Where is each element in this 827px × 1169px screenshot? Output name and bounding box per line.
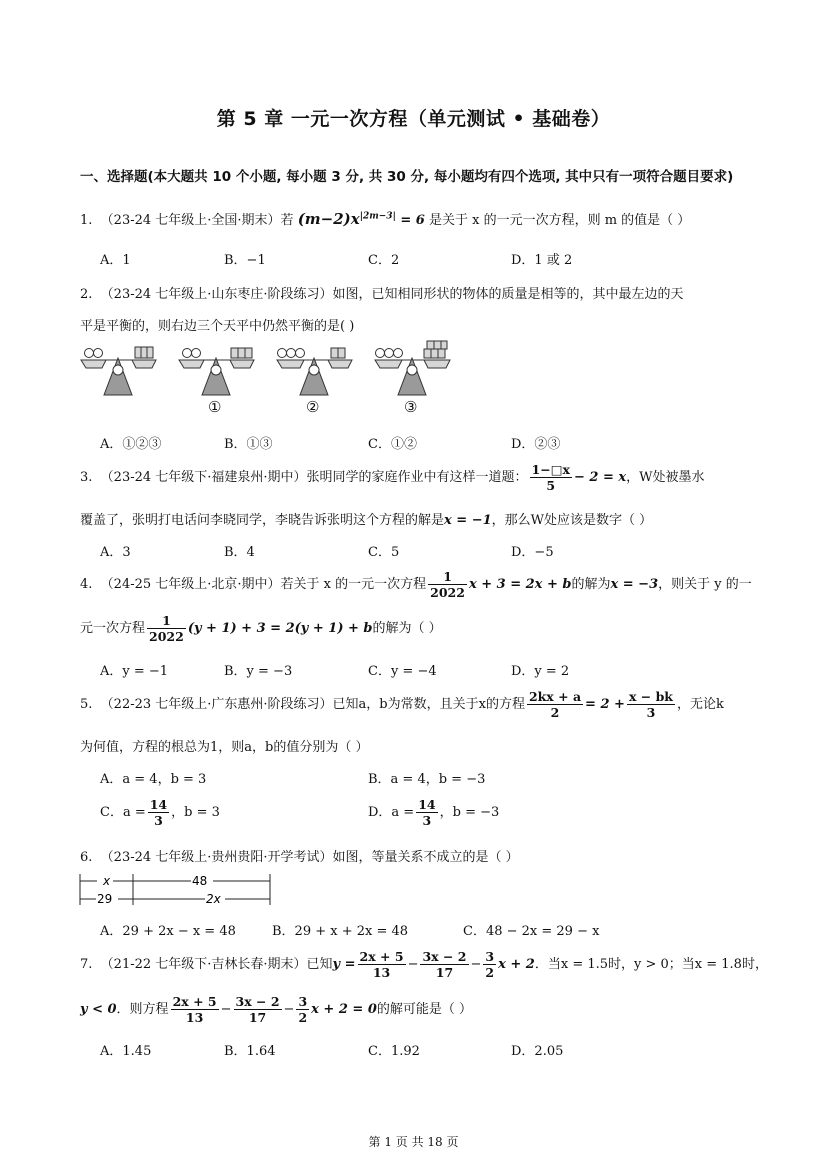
q4-option-d[interactable]: D．y = 2 [511,664,570,679]
q6-option-b[interactable]: B．29 + x + 2x = 48 [272,924,409,939]
q5-mid: = 2 + [585,697,625,712]
balance-scale-icon [277,348,352,395]
q7-fraction-6 [296,994,309,1025]
q7-f5-num: 3x − 2 [235,994,280,1009]
q7-f2-num: 3x − 2 [422,949,467,964]
q3-number: 3. [80,470,93,485]
q7-f3-den: 2 [485,965,495,980]
q2-label-1: ① [208,398,222,416]
q3-line2 [80,509,652,528]
q2-option-d[interactable]: D．②③ [511,437,561,452]
q4-expr-2: (y + 1) + 3 = 2(y + 1) + b [187,621,373,636]
q5-optc-post: ，b = 3 [171,805,220,820]
q1-option-c[interactable]: C．2 [368,253,400,268]
q7-tail: x + 2 [498,957,535,972]
page-title: 第 5 章 一元一次方程（单元测试 • 基础卷） [216,108,611,130]
q5-option-c[interactable] [100,796,220,830]
q4-expr: x + 3 = 2x + b [468,577,572,592]
q3-expr: − 2 = x [573,470,627,485]
q2-label-2: ② [306,398,320,416]
question-3 [80,461,705,495]
q1-option-a[interactable]: A．1 [100,253,131,268]
q4-source: （24-25 七年级上·北京·期中）若关于 x 的一元一次方程 [100,577,427,592]
q6-option-c[interactable]: C．48 − 2x = 29 − x [463,924,600,939]
q5-optc-den: 3 [154,813,163,828]
q3-solution: x = −1 [444,513,492,528]
q4-mid: 的解为 [571,577,611,592]
q1-text: 是关于 x 的一元一次方程，则 m 的值是（ ） [428,213,691,228]
q7-fraction-3 [483,949,496,980]
q2-option-a[interactable]: A．①②③ [100,437,162,452]
q3-line2-pre: 覆盖了，张明打电话问李晓同学，李晓告诉张明这个方程的解是 [80,513,445,528]
q7-f4-den: 13 [185,1010,204,1025]
q4-frac2-den: 2022 [149,629,184,644]
section-heading: 一、选择题(本大题共 10 个小题, 每小题 3 分, 共 30 分, 每小题均有四个选项, 其中只有一项符合题目要求) [80,169,734,185]
q5-optd-den: 3 [422,813,432,828]
q5-frac2-num: x − bk [628,689,673,704]
question-6 [80,846,519,865]
q7-line2: y < 0．则方程 $\frac{2x + 5}{13}$ − $\frac{3x - 2}{17}$ − $\frac{3}{2}$ x + 2 = 0的解可能是（ ） [80,994,473,1025]
q2-line1: （23-24 七年级上·山东枣庄·阶段练习）如图，已知相同形状的物体的质量是相等的，其中最左边的天 [100,287,684,302]
q7-source: （21-22 七年级下·吉林长春·期末）已知 [100,957,333,972]
q5-fraction-1 [527,689,583,720]
q2-label-3: ③ [404,398,418,416]
q4-line2-pre: 元一次方程 [80,621,146,636]
q2-line2: 平是平衡的，则右边三个天平中仍然平衡的是( ) [80,319,355,334]
q7-f2-den: 17 [435,965,454,980]
q7-number: 7. [80,957,93,972]
q2-option-c[interactable]: C．①② [368,437,417,452]
q4-line1-post: ，则关于 y 的一 [658,577,752,592]
q7-fraction-5 [234,994,282,1025]
q1-number: 1. [80,213,93,228]
q7-line2-post: 的解可能是（ ） [376,1002,473,1017]
q2-option-b[interactable]: B．①③ [224,437,273,452]
q5-frac2-den: 3 [646,705,656,720]
q5-option-a[interactable]: A．a = 4，b = 3 [100,772,207,787]
q1-option-d[interactable]: D．1 或 2 [511,253,573,268]
q3-line2-post: ，那么W处应该是数字（ ） [491,513,653,528]
q7-fraction-2 [420,949,468,980]
q6-segment-diagram [78,871,274,909]
q1-expr-exp: |2m−3| [359,211,396,222]
q7-condition: ．当x = 1.5时，y > 0；当x = 1.8时， [534,957,768,972]
q7-line2-tail: x + 2 = 0 [311,1002,377,1017]
q7-f1-den: 13 [372,965,391,980]
q4-option-c[interactable]: C．y = −4 [368,664,437,679]
q7-f5-den: 17 [248,1010,267,1025]
q5-number: 5. [80,697,93,712]
q3-option-a[interactable]: A．3 [100,545,131,560]
q5-source: （22-23 七年级上·广东惠州·阶段练习）已知a，b为常数，且关于x的方程 [100,697,525,712]
q6-label-48: 48 [192,874,208,888]
q3-option-b[interactable]: B．4 [224,545,255,560]
q5-frac1-den: 2 [550,705,560,720]
q4-solution: x = −3 [610,577,659,592]
q6-number: 6. [80,850,93,865]
question-4 [80,568,752,602]
q5-line1-post: ，无论k [676,697,724,712]
q6-text: （23-24 七年级上·贵州贵阳·开学考试）如图，等量关系不成立的是（ ） [100,850,519,865]
q4-frac-num: 1 [428,569,467,585]
q6-label-2x: 2x [206,892,221,906]
balance-scale-icon [179,348,254,395]
q6-label-x: x [103,874,111,888]
question-2 [80,283,684,302]
q4-line2 [80,612,442,646]
page-footer: 第 1 页 共 18 页 [368,1135,459,1149]
q5-optd-fraction [416,797,437,828]
q3-frac-num: 1−□x [531,462,570,477]
q3-line1-post: ，W处被墨水 [626,470,705,485]
q3-option-c[interactable]: C．5 [368,545,400,560]
q7-option-c[interactable]: C．1.92 [368,1044,420,1059]
q7-f1-num: 2x + 5 [359,949,404,964]
q4-frac2-num: 1 [147,613,186,629]
q3-option-d[interactable]: D．−5 [511,545,554,560]
q7-f6-num: 3 [298,994,308,1009]
q7-ylt0: y < 0 [80,1002,117,1017]
q1-expr-base: (m−2)x [297,210,360,228]
q7-f6-den: 2 [298,1010,308,1025]
q7-line2-mid: ．则方程 [116,1002,169,1017]
q4-fraction-2 [147,613,186,644]
q7-fraction-4 [171,994,219,1025]
q1-expr-rhs: = 6 [395,213,425,228]
q7-f3-num: 3 [485,949,495,964]
balance-scale-icon [375,341,450,395]
q7-y-eq: y = [332,957,356,972]
question-7: 7. （21-22 七年级下·吉林长春·期末）已知y = $\frac{2x + 5}{13}$ − $\frac{3x - 2}{17}$ − $\frac{3}{2}$ x + 2．当x = 1.5时，y > 0；当x = 1.8时， [80,949,768,980]
question-5 [80,688,724,722]
q5-optd-pre: D．a = [368,805,415,820]
q1-option-b[interactable]: B．−1 [224,253,266,268]
q4-frac-den: 2022 [430,585,465,600]
q5-optd-post: ，b = −3 [439,805,500,820]
q5-frac1-num: 2kx + a [528,689,582,704]
q3-fraction [530,462,572,493]
q7-f4-num: 2x + 5 [172,994,217,1009]
q5-option-b[interactable]: B．a = 4，b = −3 [368,772,486,787]
q6-option-a[interactable]: A．29 + 2x − x = 48 [100,924,236,939]
q4-option-b[interactable]: B．y = −3 [224,664,293,679]
q7-option-d[interactable]: D．2.05 [511,1044,564,1059]
q4-option-a[interactable]: A．y = −1 [100,664,169,679]
q4-number: 4. [80,577,93,592]
q7-option-a[interactable]: A．1.45 [100,1044,152,1059]
q2-number: 2. [80,287,93,302]
q3-frac-den: 5 [546,478,556,493]
q4-fraction [428,569,467,600]
q3-source: （23-24 七年级下·福建泉州·期中）张明同学的家庭作业中有这样一道题： [100,470,528,485]
q5-option-d[interactable] [368,796,499,830]
q5-fraction-2 [627,689,675,720]
q7-fraction-1 [358,949,406,980]
q5-optc-num: 14 [149,797,168,812]
question-1 [80,209,690,228]
q6-label-29: 29 [97,892,113,906]
q5-optc-fraction [148,797,169,828]
q5-line2: 为何值，方程的根总为1，则a，b的值分别为（ ） [80,740,369,755]
q5-optd-num: 14 [418,797,436,812]
balance-scale-icon [81,347,156,395]
q4-line2-post: 的解为（ ） [372,621,442,636]
q5-optc-pre: C．a = [100,805,146,820]
q7-option-b[interactable]: B．1.64 [224,1044,276,1059]
q1-source: （23-24 七年级上·全国·期末）若 [100,213,294,228]
